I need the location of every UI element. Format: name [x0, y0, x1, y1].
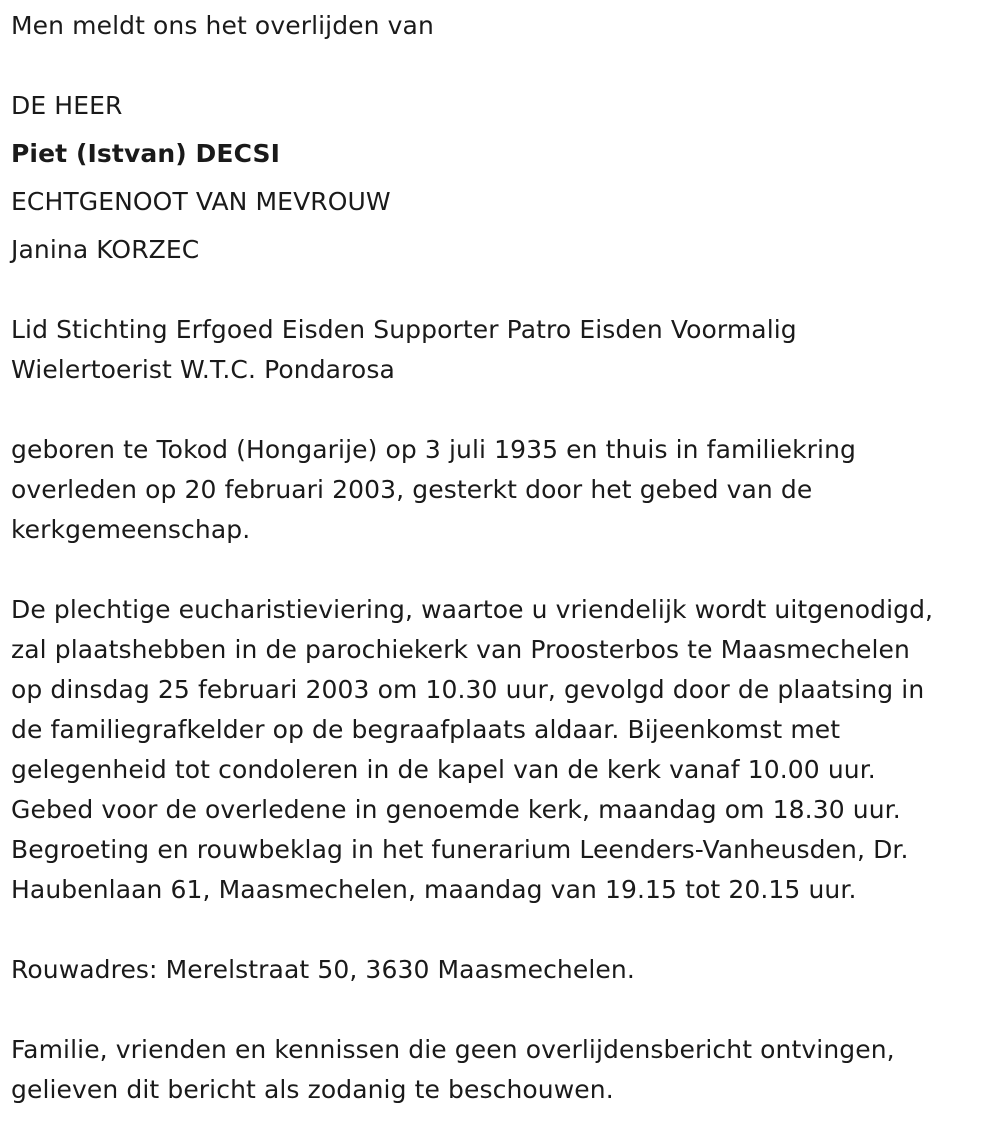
ceremony-line: Begroeting en rouwbeklag in het funerarium Leenders-Vanheusden, Dr. — [11, 835, 909, 864]
title-text: DE HEER — [11, 91, 123, 120]
ceremony-line: Haubenlaan 61, Maasmechelen, maandag van 19.15 tot 20.15 uur. — [11, 875, 857, 904]
ceremony-line: De plechtige eucharistieviering, waartoe u vriendelijk wordt uitgenodigd, — [11, 595, 934, 624]
birth-death-line: kerkgemeenschap. — [11, 515, 251, 544]
ceremony-line: op dinsdag 25 februari 2003 om 10.30 uur, gevolgd door de plaatsing in — [11, 675, 925, 704]
birth-death-line: geboren te Tokod (Hongarije) op 3 juli 1935 en thuis in familiekring — [11, 435, 856, 464]
deceased-name: Piet (Istvan) DECSI — [11, 139, 281, 168]
closing-line: gelieven dit bericht als zodanig te beschouwen. — [11, 1075, 614, 1104]
ceremony-line: gelegenheid tot condoleren in de kapel van de kerk vanaf 10.00 uur. — [11, 755, 876, 784]
mourning-address: Rouwadres: Merelstraat 50, 3630 Maasmechelen. — [11, 955, 635, 984]
ceremony-line: zal plaatshebben in de parochiekerk van Proosterbos te Maasmechelen — [11, 635, 910, 664]
spouse-label: ECHTGENOOT VAN MEVROUW — [11, 187, 391, 216]
intro-text: Men meldt ons het overlijden van — [11, 11, 434, 40]
birth-death-line: overleden op 20 februari 2003, gesterkt door het gebed van de — [11, 475, 813, 504]
memberships-line: Lid Stichting Erfgoed Eisden Supporter Patro Eisden Voormalig — [11, 315, 797, 344]
memberships-line: Wielertoerist W.T.C. Pondarosa — [11, 355, 395, 384]
closing-line: Familie, vrienden en kennissen die geen overlijdensbericht ontvingen, — [11, 1035, 895, 1064]
ceremony-line: de familiegrafkelder op de begraafplaats aldaar. Bijeenkomst met — [11, 715, 841, 744]
ceremony-line: Gebed voor de overledene in genoemde kerk, maandag om 18.30 uur. — [11, 795, 901, 824]
spouse-name: Janina KORZEC — [11, 235, 200, 264]
